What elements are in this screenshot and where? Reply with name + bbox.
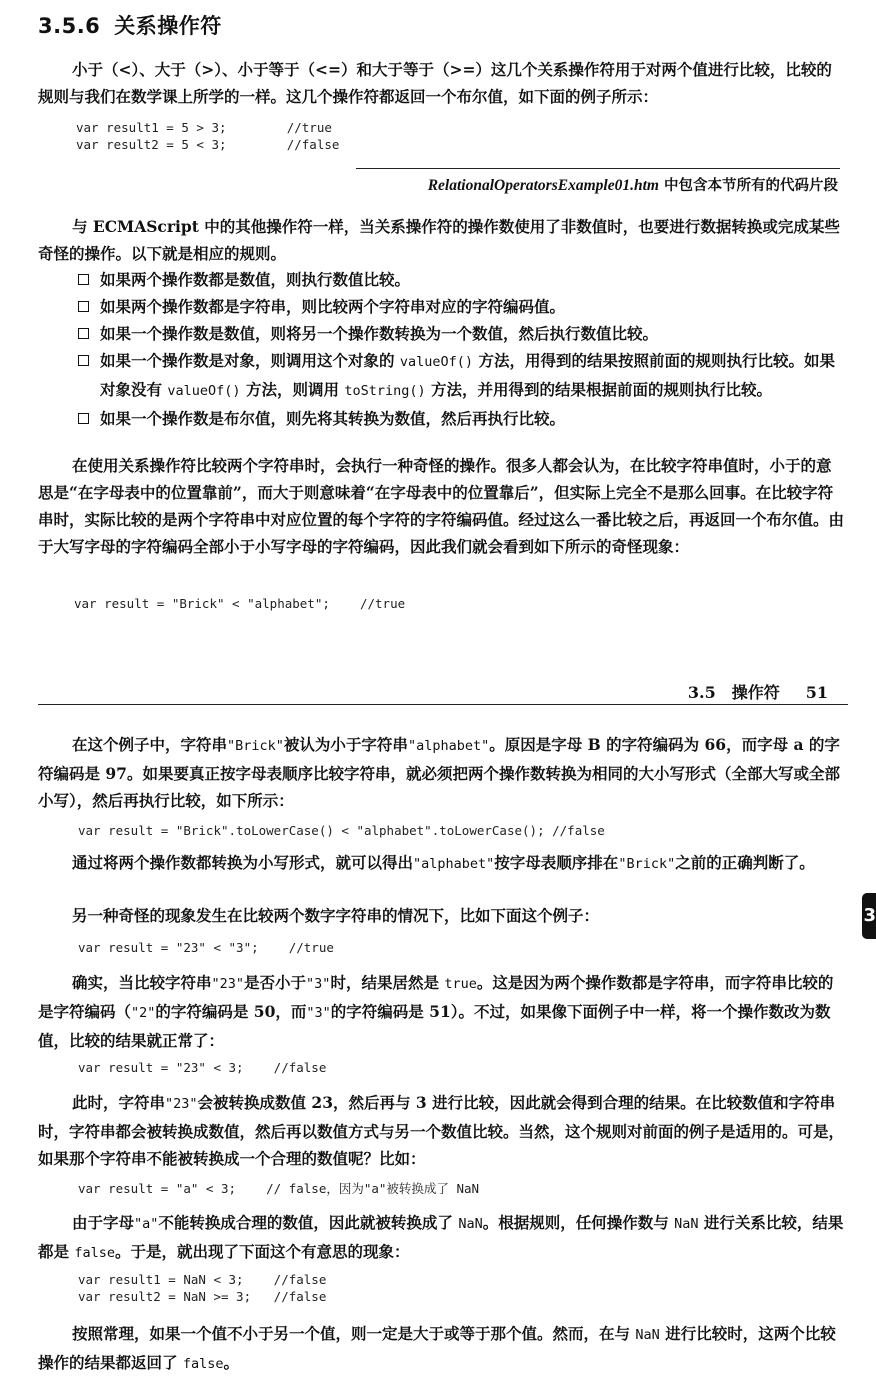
code-example-2: var result = "Brick" < "alphabet"; //true [74, 596, 406, 611]
file-caption [428, 174, 838, 195]
code-example-6: var result = "a" < 3; // false，因为"a"被转换成了 NaN [78, 1181, 480, 1196]
checkbox-bullet-icon [78, 355, 89, 366]
rule-item: 如果两个操作数都是字符串，则比较两个字符串对应的字符编码值。 [78, 293, 844, 320]
checkbox-bullet-icon [78, 413, 89, 424]
conversion-paragraph: 此时，字符串"23"会被转换成数值 23，然后再与 3 进行比较，因此就会得到合理的结果。在比较数值和字符串时，字符串都会被转换成数值，然后再以数值方式与另一个数值比较。当然，这个规则对前面的例子是适用的。可是，如果那个字符串不能被转换成一个合理的数值呢？比如： [38, 1093, 845, 1168]
code-example-1: var result1 = 5 > 3; //true var result2 = 5 < 3; //false [76, 120, 340, 152]
running-head-title: 操作符 [731, 683, 780, 702]
running-head [682, 680, 828, 703]
caption-text: 中包含本节所有的代码片段 [658, 177, 838, 194]
intro-paragraph: 小于（<）、大于（>）、小于等于（<=）和大于等于（>=）这几个关系操作符用于对两个值进行比较，比较的规则与我们在数学课上所学的一样。这几个操作符都返回一个布尔值，如下面的例子所示： [38, 60, 832, 106]
final-paragraph: 按照常理，如果一个值不小于另一个值，则一定是大于或等于那个值。然而，在与 NaN 进行比较时，这两个比较操作的结果都返回了 false。 [38, 1324, 836, 1372]
lowercase-paragraph: 通过将两个操作数都转换为小写形式，就可以得出"alphabet"按字母表顺序排在"Brick"之前的正确判断了。 [72, 853, 815, 872]
rules-list [78, 266, 844, 432]
section-heading [38, 10, 222, 40]
rule-item: 如果一个操作数是数值，则将另一个操作数转换为一个数值，然后执行数值比较。 [78, 320, 844, 347]
running-head-rule [38, 704, 848, 705]
caption-rule [356, 168, 840, 169]
checkbox-bullet-icon [78, 328, 89, 339]
rules-intro-paragraph: 与 ECMAScript 中的其他操作符一样，当关系操作符的操作数使用了非数值时，也要进行数据转换或完成某些奇怪的操作。以下就是相应的规则。 [38, 217, 840, 263]
chapter-thumb-tab: 3 [862, 893, 876, 939]
page-number: 51 [805, 683, 828, 702]
numeric-strings-paragraph: 另一种奇怪的现象发生在比较两个数字字符串的情况下，比如下面这个例子： [72, 906, 600, 925]
code-example-4: var result = "23" < "3"; //true [78, 940, 334, 955]
nan-paragraph: 由于字母"a"不能转换成合理的数值，因此就被转换成了 NaN。根据规则，任何操作数与 NaN 进行关系比较，结果都是 false。于是，就出现了下面这个有意思的现象： [38, 1213, 844, 1261]
checkbox-bullet-icon [78, 301, 89, 312]
running-head-section: 3.5 [687, 683, 716, 702]
checkbox-bullet-icon [78, 274, 89, 285]
indeed-paragraph: 确实，当比较字符串"23"是否小于"3"时，结果居然是 true。这是因为两个操作数都是字符串，而字符串比较的是字符编码（"2"的字符编码是 50，而"3"的字符编码是 51）。不过，如果像下面例子中一样，将一个操作数改为数值，比较的结果就正常了： [38, 973, 834, 1050]
code-example-3: var result = "Brick".toLowerCase() < "alphabet".toLowerCase(); //false [78, 823, 605, 838]
rule-item: 如果一个操作数是布尔值，则先将其转换为数值，然后再执行比较。 [78, 405, 844, 432]
section-number: 3.5.6 [38, 14, 101, 38]
rule-item: 如果两个操作数都是数值，则执行数值比较。 [78, 266, 844, 293]
string-comparison-paragraph: 在使用关系操作符比较两个字符串时，会执行一种奇怪的操作。很多人都会认为，在比较字符串值时，小于的意思是“在字母表中的位置靠前”，而大于则意味着“在字母表中的位置靠后”，但实际上完全不是那么回事。在比较字符串时，实际比较的是两个字符串中对应位置的每个字符的字符编码值。经过这么一番比较之后，再返回一个布尔值。由于大写字母的字符编码全部小于小写字母的字符编码，因此我们就会看到如下所示的奇怪现象： [38, 456, 845, 556]
code-example-7: var result1 = NaN < 3; //false var result2 = NaN >= 3; //false [78, 1272, 327, 1304]
example-explanation-paragraph: 在这个例子中，字符串"Brick"被认为小于字符串"alphabet"。原因是字母 B 的字符编码为 66，而字母 a 的字符编码是 97。如果要真正按字母表顺序比较字符串，就必须把两个操作数转换为相同的大小写形式（全部大写或全部小写），然后再执行比较，如下所示： [38, 735, 840, 810]
section-title: 关系操作符 [114, 14, 222, 38]
code-example-5: var result = "23" < 3; //false [78, 1060, 327, 1075]
rule-item: 如果一个操作数是对象，则调用这个对象的 valueOf() 方法，用得到的结果按照前面的规则执行比较。如果对象没有 valueOf() 方法，则调用 toString() 方法，并用得到的结果根据前面的规则执行比较。 [78, 347, 844, 405]
caption-filename: RelationalOperatorsExample01.htm [427, 177, 659, 194]
